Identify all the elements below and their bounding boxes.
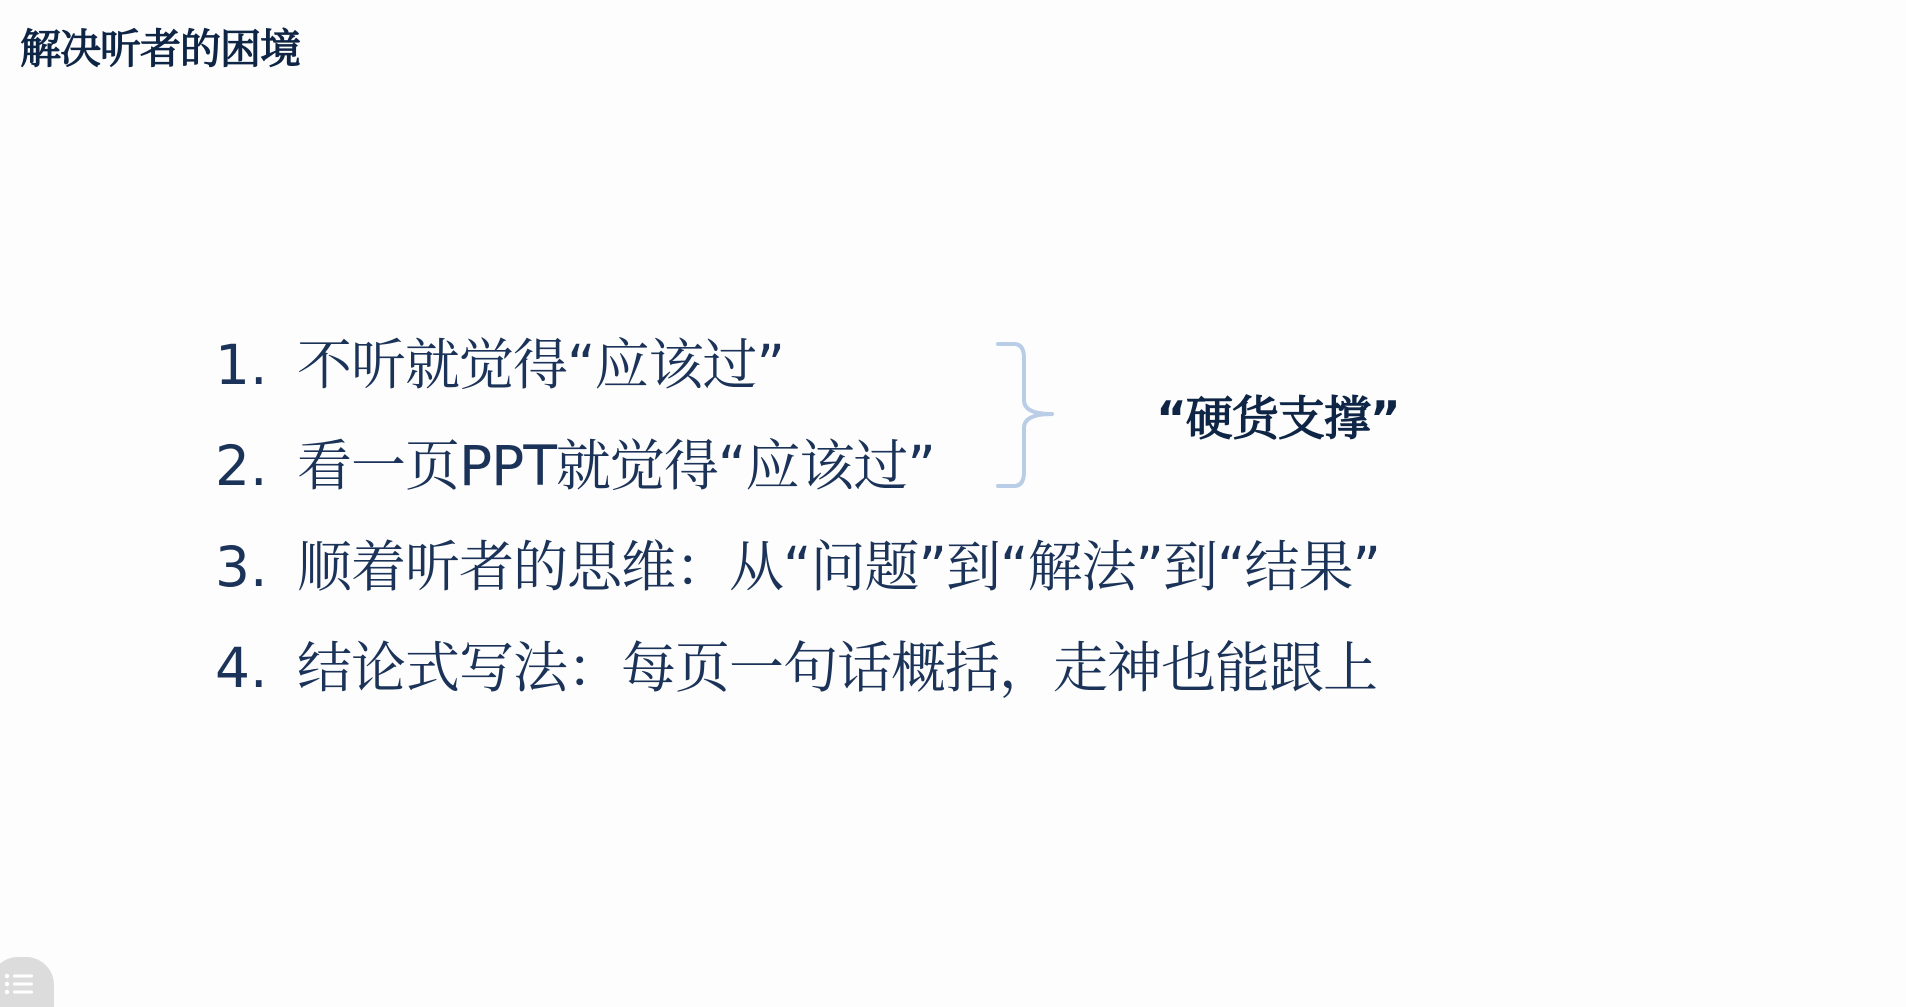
brace-label: “硬货支撑” xyxy=(1156,392,1400,447)
slide-title: 解决听者的困境 xyxy=(20,25,300,73)
point-list xyxy=(215,320,1380,724)
point-number: 3. xyxy=(215,535,268,599)
point-text: 顺着听者的思维：从“问题”到“解法”到“结果” xyxy=(297,535,1380,599)
curly-brace xyxy=(996,340,1056,490)
list-item xyxy=(215,623,1380,724)
list-item xyxy=(215,522,1380,623)
list-icon xyxy=(4,969,38,997)
toc-button[interactable] xyxy=(0,957,54,1007)
point-text: 不听就觉得“应该过” xyxy=(297,333,784,397)
point-number: 1. xyxy=(215,333,268,397)
point-text: 结论式写法：每页一句话概括，走神也能跟上 xyxy=(297,636,1378,700)
point-text: 看一页PPT就觉得“应该过” xyxy=(297,434,935,498)
point-number: 2. xyxy=(215,434,268,498)
point-number: 4. xyxy=(215,636,268,700)
